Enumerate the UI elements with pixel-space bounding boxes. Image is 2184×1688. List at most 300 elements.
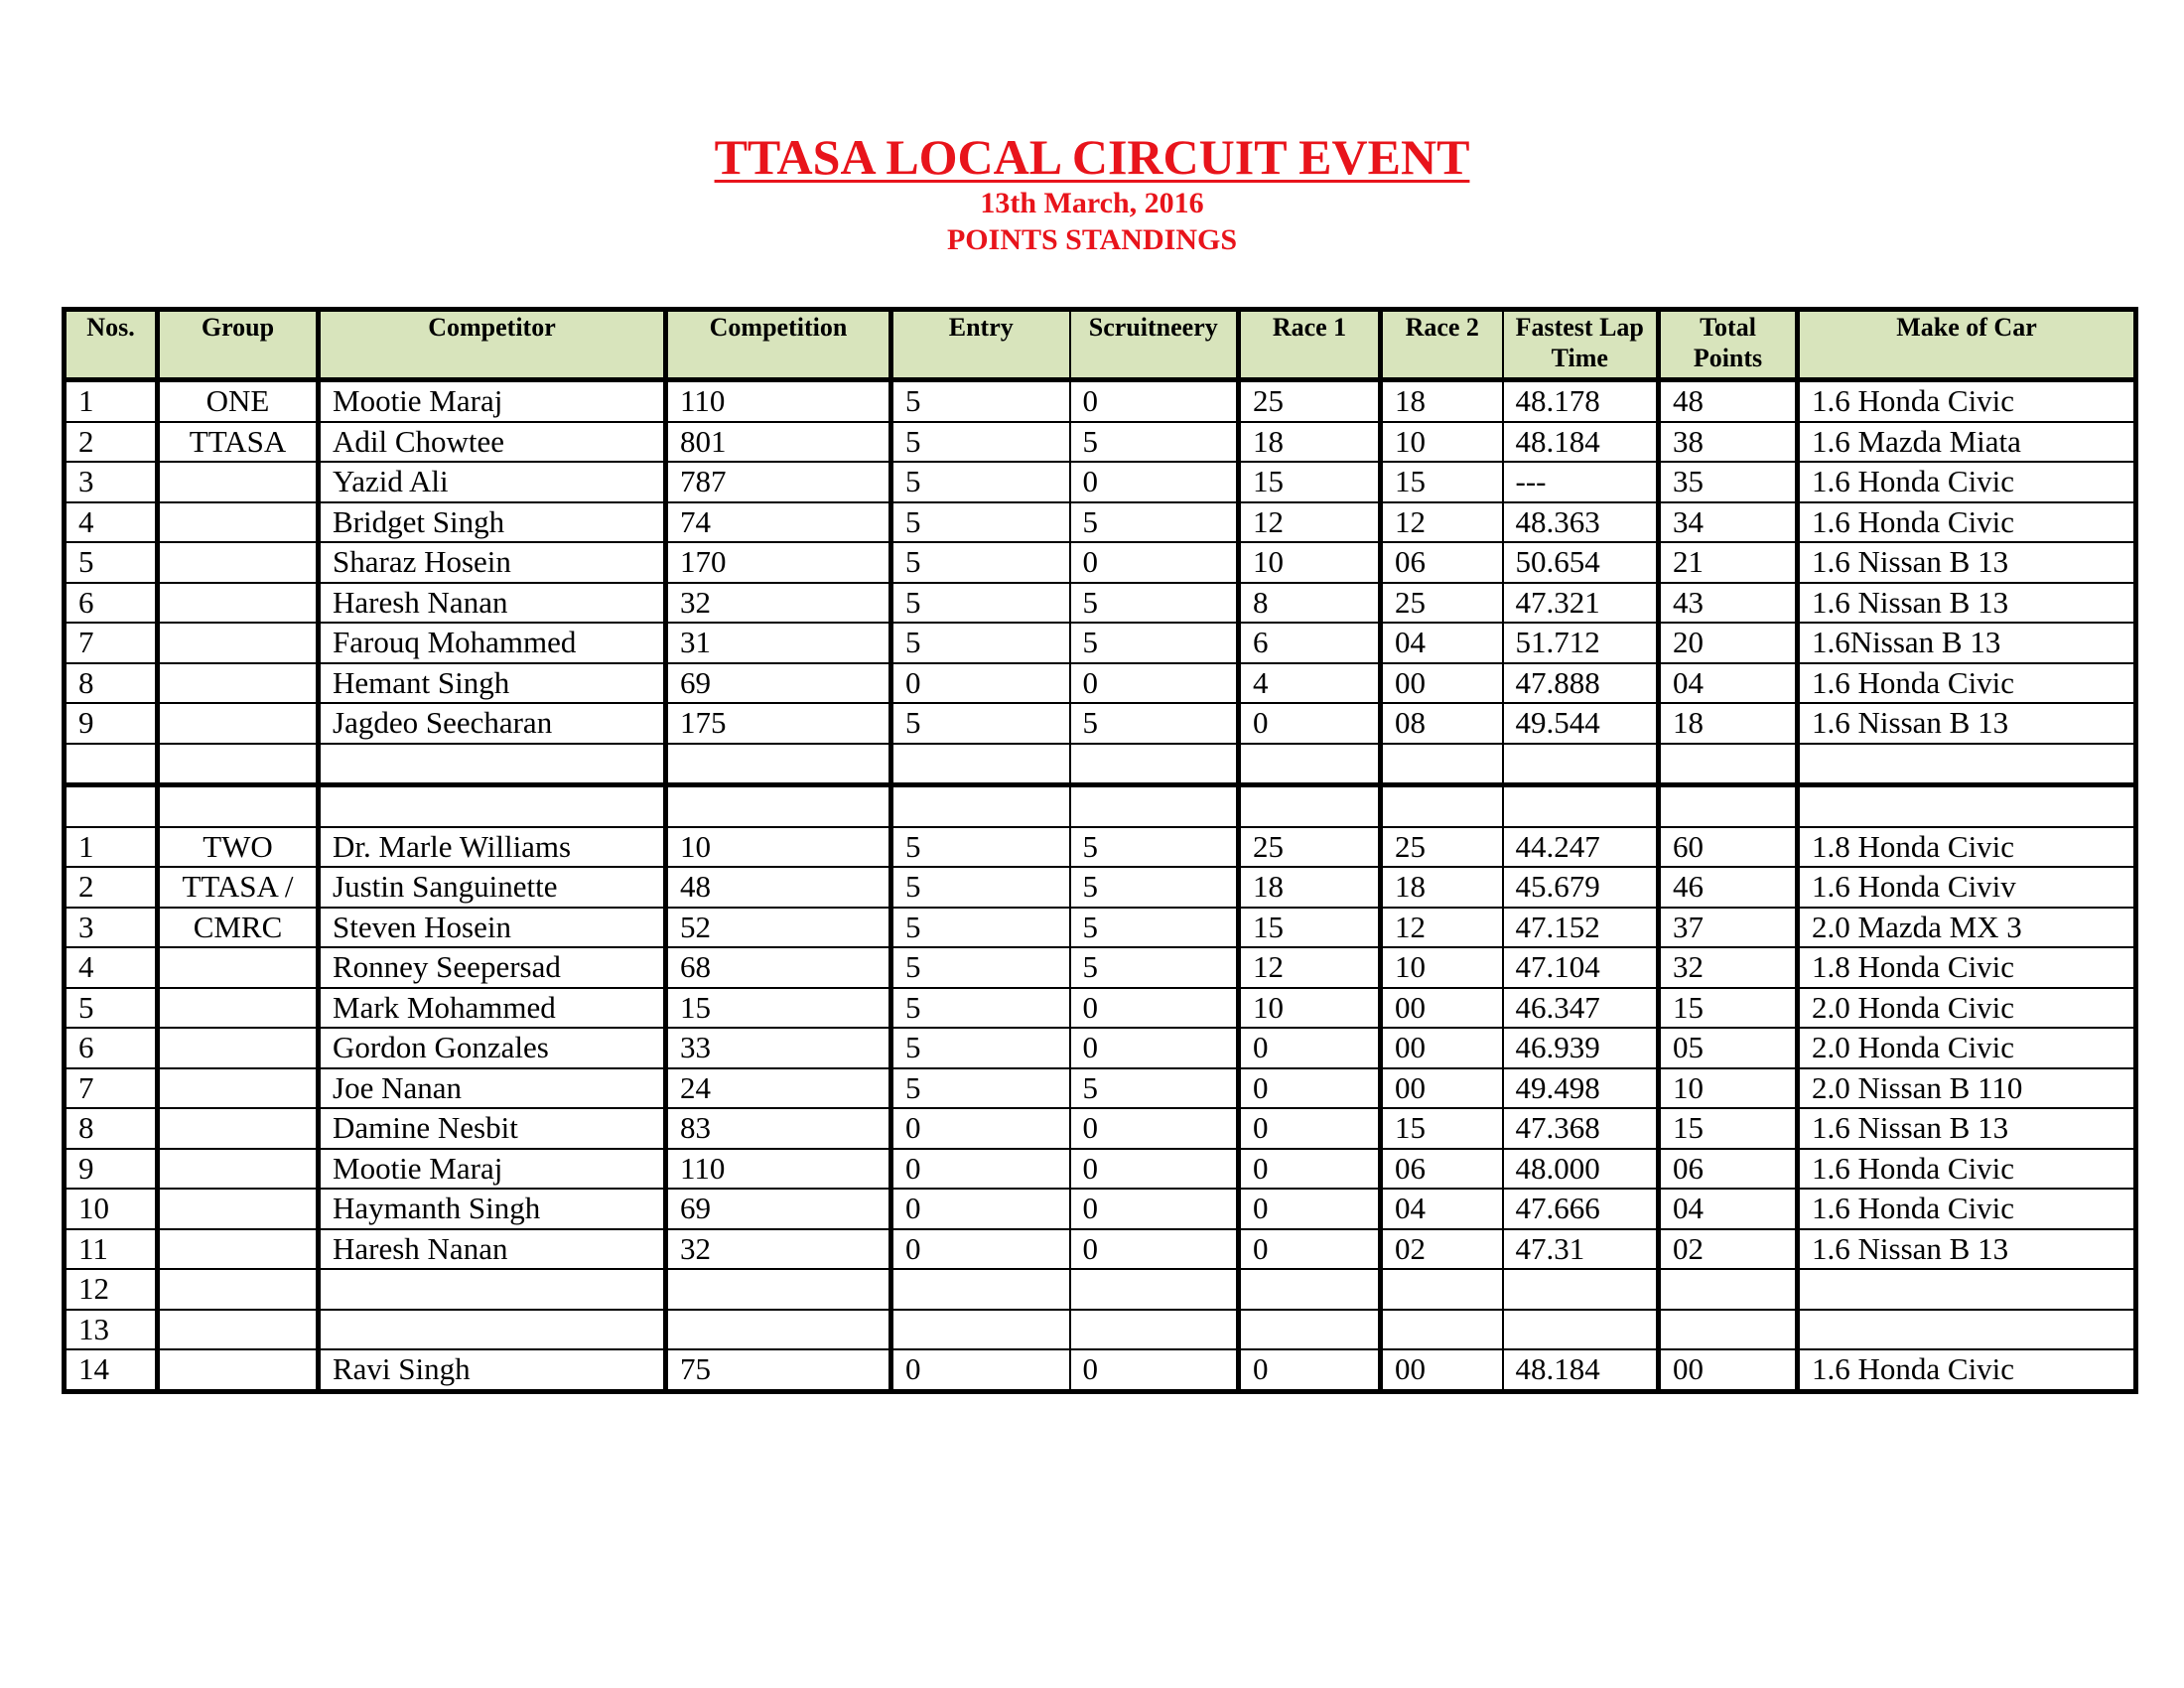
table-cell: 7 bbox=[65, 1068, 158, 1109]
table-cell: 0 bbox=[1070, 1229, 1239, 1270]
table-cell: 1.6 Nissan B 13 bbox=[1798, 1229, 2136, 1270]
table-cell: 46.939 bbox=[1503, 1028, 1659, 1068]
table-cell: 5 bbox=[891, 908, 1070, 948]
table-cell: 37 bbox=[1659, 908, 1798, 948]
table-cell bbox=[158, 988, 319, 1029]
table-cell: 48 bbox=[666, 867, 891, 908]
table-cell: 5 bbox=[891, 1068, 1070, 1109]
table-cell bbox=[158, 623, 319, 663]
table-cell bbox=[1798, 1310, 2136, 1350]
table-cell: 18 bbox=[1381, 867, 1503, 908]
table-cell: 14 bbox=[65, 1349, 158, 1391]
table-cell: Justin Sanguinette bbox=[319, 867, 666, 908]
table-cell bbox=[666, 785, 891, 827]
table-cell: 2 bbox=[65, 867, 158, 908]
table-cell bbox=[1798, 785, 2136, 827]
table-cell: 6 bbox=[65, 583, 158, 624]
table-cell: 1.6 Nissan B 13 bbox=[1798, 542, 2136, 583]
document-header bbox=[0, 129, 2184, 258]
table-cell bbox=[1659, 1310, 1798, 1350]
table-cell: 06 bbox=[1381, 1149, 1503, 1190]
table-cell: 10 bbox=[1239, 542, 1381, 583]
table-cell: 5 bbox=[1070, 623, 1239, 663]
table-cell bbox=[158, 744, 319, 785]
table-cell: 0 bbox=[1239, 703, 1381, 744]
table-cell: 00 bbox=[1659, 1349, 1798, 1391]
table-cell: 0 bbox=[1070, 1108, 1239, 1149]
table-cell: 34 bbox=[1659, 502, 1798, 543]
table-cell: 38 bbox=[1659, 422, 1798, 463]
table-cell: 15 bbox=[1381, 1108, 1503, 1149]
table-cell: Hemant Singh bbox=[319, 663, 666, 704]
table-cell: 0 bbox=[1070, 1028, 1239, 1068]
table-cell bbox=[1659, 785, 1798, 827]
table-cell: 3 bbox=[65, 462, 158, 502]
table-cell bbox=[319, 744, 666, 785]
table-cell: Jagdeo Seecharan bbox=[319, 703, 666, 744]
table-cell: 25 bbox=[1381, 583, 1503, 624]
table-cell bbox=[158, 1108, 319, 1149]
table-cell bbox=[158, 1229, 319, 1270]
table-row bbox=[65, 908, 2136, 948]
table-cell: 60 bbox=[1659, 827, 1798, 868]
table-cell bbox=[158, 1189, 319, 1229]
table-cell bbox=[158, 947, 319, 988]
table-cell bbox=[1239, 1310, 1381, 1350]
table-cell: 6 bbox=[1239, 623, 1381, 663]
table-cell: 8 bbox=[65, 1108, 158, 1149]
table-cell: 0 bbox=[1070, 1149, 1239, 1190]
table-cell: Haymanth Singh bbox=[319, 1189, 666, 1229]
table-row bbox=[65, 1149, 2136, 1190]
table-cell: 04 bbox=[1659, 663, 1798, 704]
table-cell: 5 bbox=[891, 623, 1070, 663]
table-row bbox=[65, 1229, 2136, 1270]
table-cell: 04 bbox=[1381, 1189, 1503, 1229]
table-cell: 35 bbox=[1659, 462, 1798, 502]
table-cell: 5 bbox=[1070, 422, 1239, 463]
table-cell: Mark Mohammed bbox=[319, 988, 666, 1029]
table-cell: 00 bbox=[1381, 663, 1503, 704]
table-cell: 170 bbox=[666, 542, 891, 583]
table-cell: 7 bbox=[65, 623, 158, 663]
table-cell: 0 bbox=[1239, 1028, 1381, 1068]
table-cell: 15 bbox=[1381, 462, 1503, 502]
table-row bbox=[65, 380, 2136, 422]
table-cell: 69 bbox=[666, 1189, 891, 1229]
table-cell: 1.6 Honda Civic bbox=[1798, 462, 2136, 502]
table-cell: 5 bbox=[891, 422, 1070, 463]
table-row bbox=[65, 542, 2136, 583]
table-cell: 12 bbox=[1239, 947, 1381, 988]
table-cell: 0 bbox=[1239, 1068, 1381, 1109]
page-subtitle: POINTS STANDINGS bbox=[946, 223, 1238, 256]
table-cell: Adil Chowtee bbox=[319, 422, 666, 463]
table-cell: 1.8 Honda Civic bbox=[1798, 947, 2136, 988]
table-cell: 46 bbox=[1659, 867, 1798, 908]
table-cell: Dr. Marle Williams bbox=[319, 827, 666, 868]
table-cell: 50.654 bbox=[1503, 542, 1659, 583]
table-cell: Farouq Mohammed bbox=[319, 623, 666, 663]
table-cell: 52 bbox=[666, 908, 891, 948]
table-cell: 06 bbox=[1381, 542, 1503, 583]
table-cell: 6 bbox=[65, 1028, 158, 1068]
table-cell: 48.178 bbox=[1503, 380, 1659, 422]
table-cell: 15 bbox=[1239, 908, 1381, 948]
table-cell: 46.347 bbox=[1503, 988, 1659, 1029]
table-cell: 5 bbox=[1070, 867, 1239, 908]
table-cell: 5 bbox=[891, 380, 1070, 422]
table-cell bbox=[1798, 1269, 2136, 1310]
table-cell: Ravi Singh bbox=[319, 1349, 666, 1391]
table-cell: Yazid Ali bbox=[319, 462, 666, 502]
table-cell: 10 bbox=[1239, 988, 1381, 1029]
table-cell bbox=[158, 703, 319, 744]
table-row bbox=[65, 947, 2136, 988]
table-cell: 15 bbox=[1239, 462, 1381, 502]
table-cell: 25 bbox=[1239, 380, 1381, 422]
table-cell: Bridget Singh bbox=[319, 502, 666, 543]
table-cell: 5 bbox=[891, 827, 1070, 868]
table-cell: 05 bbox=[1659, 1028, 1798, 1068]
event-date: 13th March, 2016 bbox=[980, 187, 1204, 219]
table-row bbox=[65, 1068, 2136, 1109]
table-cell: 5 bbox=[1070, 502, 1239, 543]
table-cell: 48.363 bbox=[1503, 502, 1659, 543]
table-cell bbox=[158, 1028, 319, 1068]
table-cell: 0 bbox=[1239, 1349, 1381, 1391]
table-cell: 49.498 bbox=[1503, 1068, 1659, 1109]
table-cell: 25 bbox=[1381, 827, 1503, 868]
table-cell: 74 bbox=[666, 502, 891, 543]
table-cell bbox=[666, 1310, 891, 1350]
table-cell: 02 bbox=[1659, 1229, 1798, 1270]
table-cell: 1.6 Nissan B 13 bbox=[1798, 583, 2136, 624]
column-header: Race 2 bbox=[1381, 310, 1503, 380]
column-header: Total Points bbox=[1659, 310, 1798, 380]
table-cell: 83 bbox=[666, 1108, 891, 1149]
table-cell bbox=[891, 1310, 1070, 1350]
table-header bbox=[65, 310, 2136, 380]
table-cell: 4 bbox=[65, 502, 158, 543]
table-cell: 5 bbox=[891, 1028, 1070, 1068]
table-cell: 1.6 Honda Civic bbox=[1798, 1349, 2136, 1391]
table-row bbox=[65, 988, 2136, 1029]
table-cell: 49.544 bbox=[1503, 703, 1659, 744]
table-cell bbox=[158, 502, 319, 543]
table-cell bbox=[1239, 744, 1381, 785]
table-cell: 5 bbox=[1070, 583, 1239, 624]
table-cell bbox=[891, 1269, 1070, 1310]
table-cell: 00 bbox=[1381, 1068, 1503, 1109]
table-cell bbox=[158, 1149, 319, 1190]
table-cell: 5 bbox=[65, 988, 158, 1029]
table-cell: 48.184 bbox=[1503, 1349, 1659, 1391]
table-row bbox=[65, 1349, 2136, 1391]
table-cell bbox=[1503, 1310, 1659, 1350]
table-body bbox=[65, 380, 2136, 1392]
table-cell bbox=[65, 744, 158, 785]
table-cell: 44.247 bbox=[1503, 827, 1659, 868]
table-cell bbox=[891, 785, 1070, 827]
table-cell: 4 bbox=[65, 947, 158, 988]
table-cell: 0 bbox=[891, 663, 1070, 704]
table-cell: 5 bbox=[891, 988, 1070, 1029]
table-cell: 1 bbox=[65, 827, 158, 868]
table-cell: Ronney Seepersad bbox=[319, 947, 666, 988]
table-cell: 75 bbox=[666, 1349, 891, 1391]
table-cell bbox=[1381, 1269, 1503, 1310]
table-cell: 0 bbox=[1239, 1189, 1381, 1229]
column-header: Competitor bbox=[319, 310, 666, 380]
table-cell: 31 bbox=[666, 623, 891, 663]
table-cell bbox=[158, 1068, 319, 1109]
table-cell: 10 bbox=[1659, 1068, 1798, 1109]
table-cell: 18 bbox=[1659, 703, 1798, 744]
column-header: Fastest Lap Time bbox=[1503, 310, 1659, 380]
table-cell: 00 bbox=[1381, 1028, 1503, 1068]
table-row bbox=[65, 827, 2136, 868]
table-cell: 9 bbox=[65, 1149, 158, 1190]
table-cell: 47.666 bbox=[1503, 1189, 1659, 1229]
table-cell: 8 bbox=[65, 663, 158, 704]
table-cell bbox=[666, 744, 891, 785]
table-cell: 3 bbox=[65, 908, 158, 948]
table-cell: 0 bbox=[891, 1349, 1070, 1391]
table-cell: 10 bbox=[1381, 422, 1503, 463]
table-cell: 0 bbox=[1070, 663, 1239, 704]
table-cell: 787 bbox=[666, 462, 891, 502]
table-cell: 5 bbox=[891, 583, 1070, 624]
table-cell: TWO bbox=[158, 827, 319, 868]
table-cell bbox=[158, 1269, 319, 1310]
table-cell: 32 bbox=[666, 583, 891, 624]
table-cell bbox=[891, 744, 1070, 785]
table-cell: 5 bbox=[65, 542, 158, 583]
table-row bbox=[65, 703, 2136, 744]
table-row bbox=[65, 867, 2136, 908]
table-cell: 48.000 bbox=[1503, 1149, 1659, 1190]
table-cell: 5 bbox=[891, 502, 1070, 543]
table-cell: 9 bbox=[65, 703, 158, 744]
table-cell: 21 bbox=[1659, 542, 1798, 583]
table-cell: 00 bbox=[1381, 988, 1503, 1029]
table-cell: 8 bbox=[1239, 583, 1381, 624]
table-cell: 175 bbox=[666, 703, 891, 744]
table-row bbox=[65, 583, 2136, 624]
table-cell: 15 bbox=[1659, 988, 1798, 1029]
table-row bbox=[65, 502, 2136, 543]
table-cell: 0 bbox=[1070, 542, 1239, 583]
table-cell: Mootie Maraj bbox=[319, 1149, 666, 1190]
table-cell: 2.0 Honda Civic bbox=[1798, 1028, 2136, 1068]
standings-table bbox=[62, 307, 2138, 1394]
table-cell: 32 bbox=[1659, 947, 1798, 988]
table-cell: 04 bbox=[1381, 623, 1503, 663]
table-cell bbox=[319, 1269, 666, 1310]
table-cell: Haresh Nanan bbox=[319, 583, 666, 624]
table-cell bbox=[158, 583, 319, 624]
table-cell: 0 bbox=[1239, 1149, 1381, 1190]
table-cell bbox=[1503, 785, 1659, 827]
table-cell bbox=[65, 785, 158, 827]
table-cell bbox=[319, 785, 666, 827]
table-cell bbox=[1070, 1269, 1239, 1310]
table-cell bbox=[319, 1310, 666, 1350]
table-cell: 18 bbox=[1239, 867, 1381, 908]
table-cell bbox=[158, 1310, 319, 1350]
table-cell: 4 bbox=[1239, 663, 1381, 704]
table-row bbox=[65, 663, 2136, 704]
table-cell: 0 bbox=[1070, 988, 1239, 1029]
table-row bbox=[65, 1108, 2136, 1149]
table-cell bbox=[1239, 1269, 1381, 1310]
table-row bbox=[65, 422, 2136, 463]
column-header: Make of Car bbox=[1798, 310, 2136, 380]
table-cell: TTASA / bbox=[158, 867, 319, 908]
table-cell: 1.6 Nissan B 13 bbox=[1798, 703, 2136, 744]
table-cell bbox=[158, 663, 319, 704]
table-cell: Mootie Maraj bbox=[319, 380, 666, 422]
table-cell: 2.0 Mazda MX 3 bbox=[1798, 908, 2136, 948]
table-cell: 10 bbox=[1381, 947, 1503, 988]
column-header: Competition bbox=[666, 310, 891, 380]
table-cell bbox=[158, 542, 319, 583]
table-cell: 1.6 Nissan B 13 bbox=[1798, 1108, 2136, 1149]
column-header: Group bbox=[158, 310, 319, 380]
column-header: Scruitneery bbox=[1070, 310, 1239, 380]
table-cell: 5 bbox=[1070, 908, 1239, 948]
table-cell bbox=[1070, 744, 1239, 785]
table-cell bbox=[158, 1349, 319, 1391]
table-cell: 5 bbox=[1070, 1068, 1239, 1109]
table-cell: 47.31 bbox=[1503, 1229, 1659, 1270]
table-cell: 08 bbox=[1381, 703, 1503, 744]
table-cell: 0 bbox=[1239, 1108, 1381, 1149]
table-cell: 110 bbox=[666, 380, 891, 422]
table-cell bbox=[1503, 744, 1659, 785]
table-cell: ONE bbox=[158, 380, 319, 422]
column-header: Nos. bbox=[65, 310, 158, 380]
table-cell bbox=[1659, 744, 1798, 785]
table-cell: 110 bbox=[666, 1149, 891, 1190]
table-cell: 0 bbox=[891, 1229, 1070, 1270]
table-row bbox=[65, 785, 2136, 827]
table-cell: 2.0 Nissan B 110 bbox=[1798, 1068, 2136, 1109]
table-cell: 2.0 Honda Civic bbox=[1798, 988, 2136, 1029]
header-row bbox=[65, 310, 2136, 380]
table-cell: Gordon Gonzales bbox=[319, 1028, 666, 1068]
table-cell: 5 bbox=[891, 703, 1070, 744]
page-title: TTASA LOCAL CIRCUIT EVENT bbox=[714, 129, 1470, 185]
table-cell: 47.152 bbox=[1503, 908, 1659, 948]
table-cell: 02 bbox=[1381, 1229, 1503, 1270]
table-cell: 24 bbox=[666, 1068, 891, 1109]
table-cell bbox=[1070, 785, 1239, 827]
table-cell: Joe Nanan bbox=[319, 1068, 666, 1109]
table-cell: TTASA bbox=[158, 422, 319, 463]
table-cell: 47.104 bbox=[1503, 947, 1659, 988]
table-cell: CMRC bbox=[158, 908, 319, 948]
table-cell bbox=[1239, 785, 1381, 827]
table-cell: 10 bbox=[666, 827, 891, 868]
table-cell: 04 bbox=[1659, 1189, 1798, 1229]
table-cell: 5 bbox=[891, 542, 1070, 583]
table-cell: 1.6 Honda Civiv bbox=[1798, 867, 2136, 908]
table-cell: 13 bbox=[65, 1310, 158, 1350]
table-row bbox=[65, 1269, 2136, 1310]
table-cell: 801 bbox=[666, 422, 891, 463]
table-cell: 00 bbox=[1381, 1349, 1503, 1391]
table-cell: 12 bbox=[1381, 502, 1503, 543]
table-cell: 20 bbox=[1659, 623, 1798, 663]
table-cell bbox=[666, 1269, 891, 1310]
table-cell: 5 bbox=[1070, 827, 1239, 868]
table-cell: 12 bbox=[1239, 502, 1381, 543]
table-cell: 47.321 bbox=[1503, 583, 1659, 624]
table-cell: 15 bbox=[666, 988, 891, 1029]
table-cell: 43 bbox=[1659, 583, 1798, 624]
table-cell: 1.6Nissan B 13 bbox=[1798, 623, 2136, 663]
table-cell: 0 bbox=[1070, 1349, 1239, 1391]
table-cell: 51.712 bbox=[1503, 623, 1659, 663]
table-cell: 1.6 Honda Civic bbox=[1798, 380, 2136, 422]
column-header: Race 1 bbox=[1239, 310, 1381, 380]
table-cell: 12 bbox=[1381, 908, 1503, 948]
table-cell: 25 bbox=[1239, 827, 1381, 868]
column-header: Entry bbox=[891, 310, 1070, 380]
table-cell: 0 bbox=[1239, 1229, 1381, 1270]
table-cell: 1.8 Honda Civic bbox=[1798, 827, 2136, 868]
table-cell: 11 bbox=[65, 1229, 158, 1270]
table-cell: 48.184 bbox=[1503, 422, 1659, 463]
table-cell: 2 bbox=[65, 422, 158, 463]
table-row bbox=[65, 1028, 2136, 1068]
table-cell: 0 bbox=[1070, 1189, 1239, 1229]
table-cell: 5 bbox=[1070, 947, 1239, 988]
table-cell bbox=[1070, 1310, 1239, 1350]
table-cell: 0 bbox=[891, 1108, 1070, 1149]
table-cell: 0 bbox=[891, 1149, 1070, 1190]
table-cell: 1.6 Honda Civic bbox=[1798, 1189, 2136, 1229]
table-cell: 12 bbox=[65, 1269, 158, 1310]
table-cell: 10 bbox=[65, 1189, 158, 1229]
table-cell: Sharaz Hosein bbox=[319, 542, 666, 583]
table-cell: 1.6 Honda Civic bbox=[1798, 502, 2136, 543]
table-cell: 68 bbox=[666, 947, 891, 988]
table-cell: --- bbox=[1503, 462, 1659, 502]
table-cell: Haresh Nanan bbox=[319, 1229, 666, 1270]
table-cell: Damine Nesbit bbox=[319, 1108, 666, 1149]
table-cell: 5 bbox=[891, 947, 1070, 988]
table-cell: 1.6 Honda Civic bbox=[1798, 1149, 2136, 1190]
table-cell: 18 bbox=[1381, 380, 1503, 422]
table-row bbox=[65, 1310, 2136, 1350]
table-cell: 1 bbox=[65, 380, 158, 422]
table-cell bbox=[158, 462, 319, 502]
table-cell: 33 bbox=[666, 1028, 891, 1068]
table-row bbox=[65, 1189, 2136, 1229]
table-cell bbox=[1798, 744, 2136, 785]
table-cell: 47.888 bbox=[1503, 663, 1659, 704]
table-cell: 47.368 bbox=[1503, 1108, 1659, 1149]
table-cell: 5 bbox=[891, 867, 1070, 908]
table-cell: 5 bbox=[891, 462, 1070, 502]
table-cell: 45.679 bbox=[1503, 867, 1659, 908]
table-cell bbox=[1381, 744, 1503, 785]
table-cell bbox=[1503, 1269, 1659, 1310]
table-cell bbox=[1381, 1310, 1503, 1350]
